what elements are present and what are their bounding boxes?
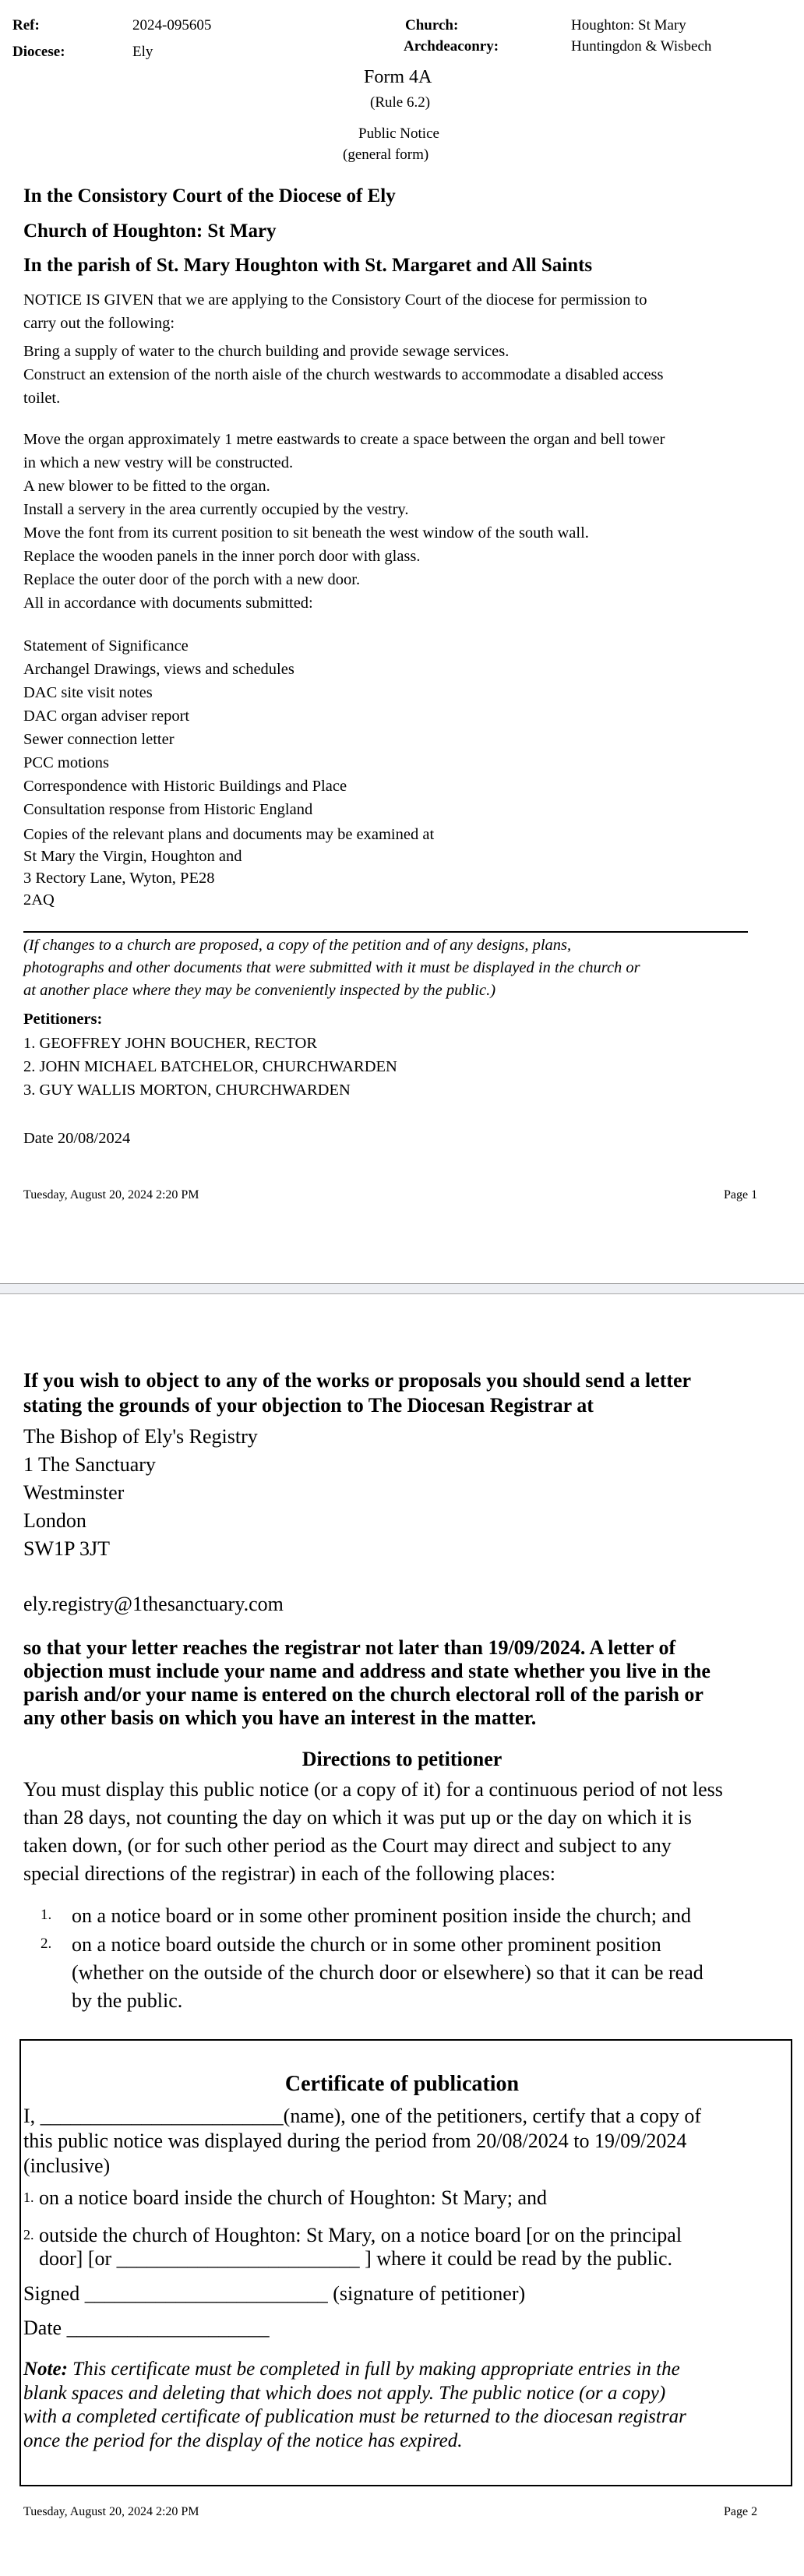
notice-intro [23,288,771,335]
work-item: Replace the outer door of the porch with a new door. [23,571,361,588]
address-line: SW1P 3JT [23,1537,110,1560]
parish-heading: In the parish of St. Mary Houghton with St. Margaret and All Saints [23,255,593,276]
form-rule: (Rule 6.2) [370,94,431,111]
page-separator [0,1283,804,1294]
address-line: 1 The Sanctuary [23,1453,156,1476]
certificate-intro-line: this public notice was displayed during the period from 20/08/2024 to 19/09/2024 [23,2130,687,2152]
place-item-line: (whether on the outside of the church door or elsewhere) so that it can be read [72,1961,704,1984]
church-label: Church: [405,17,459,34]
place-number: 2. [41,1936,52,1952]
certificate-item-number: 2. [23,2227,34,2243]
document-item: Archangel Drawings, views and schedules [23,661,294,678]
footer-timestamp: Tuesday, August 20, 2024 2:20 PM [23,1188,199,1202]
address-line: The Bishop of Ely's Registry [23,1425,258,1448]
document-item: Sewer connection letter [23,731,175,748]
directions-line: special directions of the registrar) in each of the following places: [23,1862,555,1885]
deadline-text [23,1636,771,1730]
certificate-note-line: once the period for the display of the notice has expired. [23,2430,463,2451]
work-item: toilet. [23,390,61,407]
place-item-line: on a notice board outside the church or in some other prominent position [72,1933,661,1956]
work-item: A new blower to be fitted to the organ. [23,478,270,495]
petitioner-item: 2. JOHN MICHAEL BATCHELOR, CHURCHWARDEN [23,1058,397,1075]
deadline-line: objection must include your name and address and state whether you live in the [23,1660,711,1682]
documents-list [23,634,771,821]
works-list-a [23,340,771,410]
address-line: London [23,1509,86,1532]
document-item: Statement of Significance [23,637,189,655]
registry-email[interactable]: ely.registry@1thesanctuary.com [23,1593,284,1615]
examine-line: St Mary the Virgin, Houghton and [23,848,242,865]
directions-line: taken down, (or for such other period as the Court may direct and subject to any [23,1834,672,1857]
directions-line: You must display this public notice (or a copy of it) for a continuous period of not less [23,1778,723,1801]
document-item: Consultation response from Historic England [23,801,313,818]
signature-line[interactable]: Signed ________________________ (signature of petitioner) [23,2282,526,2305]
certificate-item-1: on a notice board inside the church of Houghton: St Mary; and [39,2186,548,2209]
work-item: Construct an extension of the north aisle of the church westwards to accommodate a disabled access [23,366,664,383]
certificate-note-line: with a completed certificate of publication must be returned to the diocesan registrar [23,2406,686,2427]
directions-text [23,1776,771,1888]
works-list-b [23,428,771,615]
display-note-line: (If changes to a church are proposed, a copy of the petition and of any designs, plans, [23,937,572,954]
petitioners-list [23,1032,771,1102]
petition-date: Date 20/08/2024 [23,1130,131,1147]
note-text: This certificate must be completed in full by making appropriate entries in the [67,2359,680,2380]
work-item: in which a new vestry will be constructed. [23,454,294,471]
objection-heading [23,1368,771,1418]
certificate-item-2-line[interactable]: door] [or ________________________ ] where it could be read by the public. [39,2247,673,2270]
form-title: Form 4A [364,67,432,87]
objection-heading-line: stating the grounds of your objection to The Diocesan Registrar at [23,1394,594,1417]
document-item: Correspondence with Historic Buildings and Place [23,778,347,795]
notice-subtype: (general form) [343,146,429,163]
examine-location [23,824,771,911]
footer-timestamp: Tuesday, August 20, 2024 2:20 PM [23,2505,199,2518]
petitioner-item: 1. GEOFFREY JOHN BOUCHER, RECTOR [23,1035,318,1052]
work-item: Replace the wooden panels in the inner porch door with glass. [23,548,421,565]
certificate-note-line: blank spaces and deleting that which does not apply. The public notice (or a copy) [23,2382,666,2404]
display-note-line: photographs and other documents that were submitted with it must be displayed in the church or [23,959,640,976]
certificate-intro-line[interactable]: I, ________________________(name), one of the petitioners, certify that a copy of [23,2105,702,2127]
certificate-intro [23,2104,771,2179]
note-label: Note: [23,2359,68,2380]
work-item: Install a servery in the area currently occupied by the vestry. [23,501,409,518]
archdeaconry-value: Huntingdon & Wisbech [571,38,712,55]
ref-value: 2024-095605 [132,17,212,34]
church-value: Houghton: St Mary [571,17,686,34]
registry-address [23,1423,771,1563]
document-item: DAC site visit notes [23,684,153,701]
display-note-line: at another place where they may be conveniently inspected by the public.) [23,982,496,999]
certificate-item-number: 1. [23,2190,34,2205]
petitioners-label: Petitioners: [23,1011,103,1028]
place-number: 1. [41,1907,52,1923]
certificate-intro-line: (inclusive) [23,2154,111,2177]
examine-line: Copies of the relevant plans and documents may be examined at [23,826,435,843]
examine-line: 3 Rectory Lane, Wyton, PE28 [23,870,215,887]
deadline-line: any other basis on which you have an interest in the matter. [23,1706,537,1729]
section-divider [23,931,748,933]
archdeaconry-label: Archdeaconry: [404,38,499,55]
certificate-title: Certificate of publication [284,2072,520,2096]
notice-type: Public Notice [358,125,439,142]
address-line: Westminster [23,1481,125,1504]
deadline-line: parish and/or your name is entered on the church electoral roll of the parish or [23,1683,704,1706]
certificate-note [23,2358,771,2453]
certificate-item-2-line: outside the church of Houghton: St Mary, on a notice board [or on the principal [39,2224,682,2246]
diocese-value: Ely [132,44,153,60]
diocese-label: Diocese: [12,44,65,60]
notice-intro-line: NOTICE IS GIVEN that we are applying to the Consistory Court of the diocese for permission to [23,291,647,309]
directions-title: Directions to petitioner [302,1748,503,1770]
document-item: DAC organ adviser report [23,708,190,725]
document-item: PCC motions [23,754,109,771]
work-item: Bring a supply of water to the church building and provide sewage services. [23,343,510,360]
place-item: on a notice board or in some other prominent position inside the church; and [72,1904,691,1927]
deadline-line: so that your letter reaches the registrar not later than 19/09/2024. A letter of [23,1636,676,1659]
court-heading: In the Consistory Court of the Diocese of Ely [23,185,396,206]
petitioner-item: 3. GUY WALLIS MORTON, CHURCHWARDEN [23,1082,351,1099]
certificate-date-line[interactable]: Date ____________________ [23,2317,270,2339]
place-item [72,1931,804,2015]
notice-intro-line: carry out the following: [23,315,175,332]
directions-line: than 28 days, not counting the day on which it was put up or the day on which it is [23,1806,692,1829]
work-item: Move the font from its current position to sit beneath the west window of the south wall. [23,524,589,542]
objection-heading-line: If you wish to object to any of the works or proposals you should send a letter [23,1369,692,1392]
work-item: All in accordance with documents submitted: [23,595,313,612]
work-item: Move the organ approximately 1 metre eastwards to create a space between the organ and bell tower [23,431,665,448]
display-note [23,934,771,1002]
certificate-note-line [23,2358,771,2382]
church-heading: Church of Houghton: St Mary [23,221,277,242]
footer-page-number: Page 2 [724,2505,758,2518]
footer-page-number: Page 1 [724,1188,758,1202]
ref-label: Ref: [12,17,40,34]
place-item-line: by the public. [72,1989,183,2012]
examine-line: 2AQ [23,891,55,909]
